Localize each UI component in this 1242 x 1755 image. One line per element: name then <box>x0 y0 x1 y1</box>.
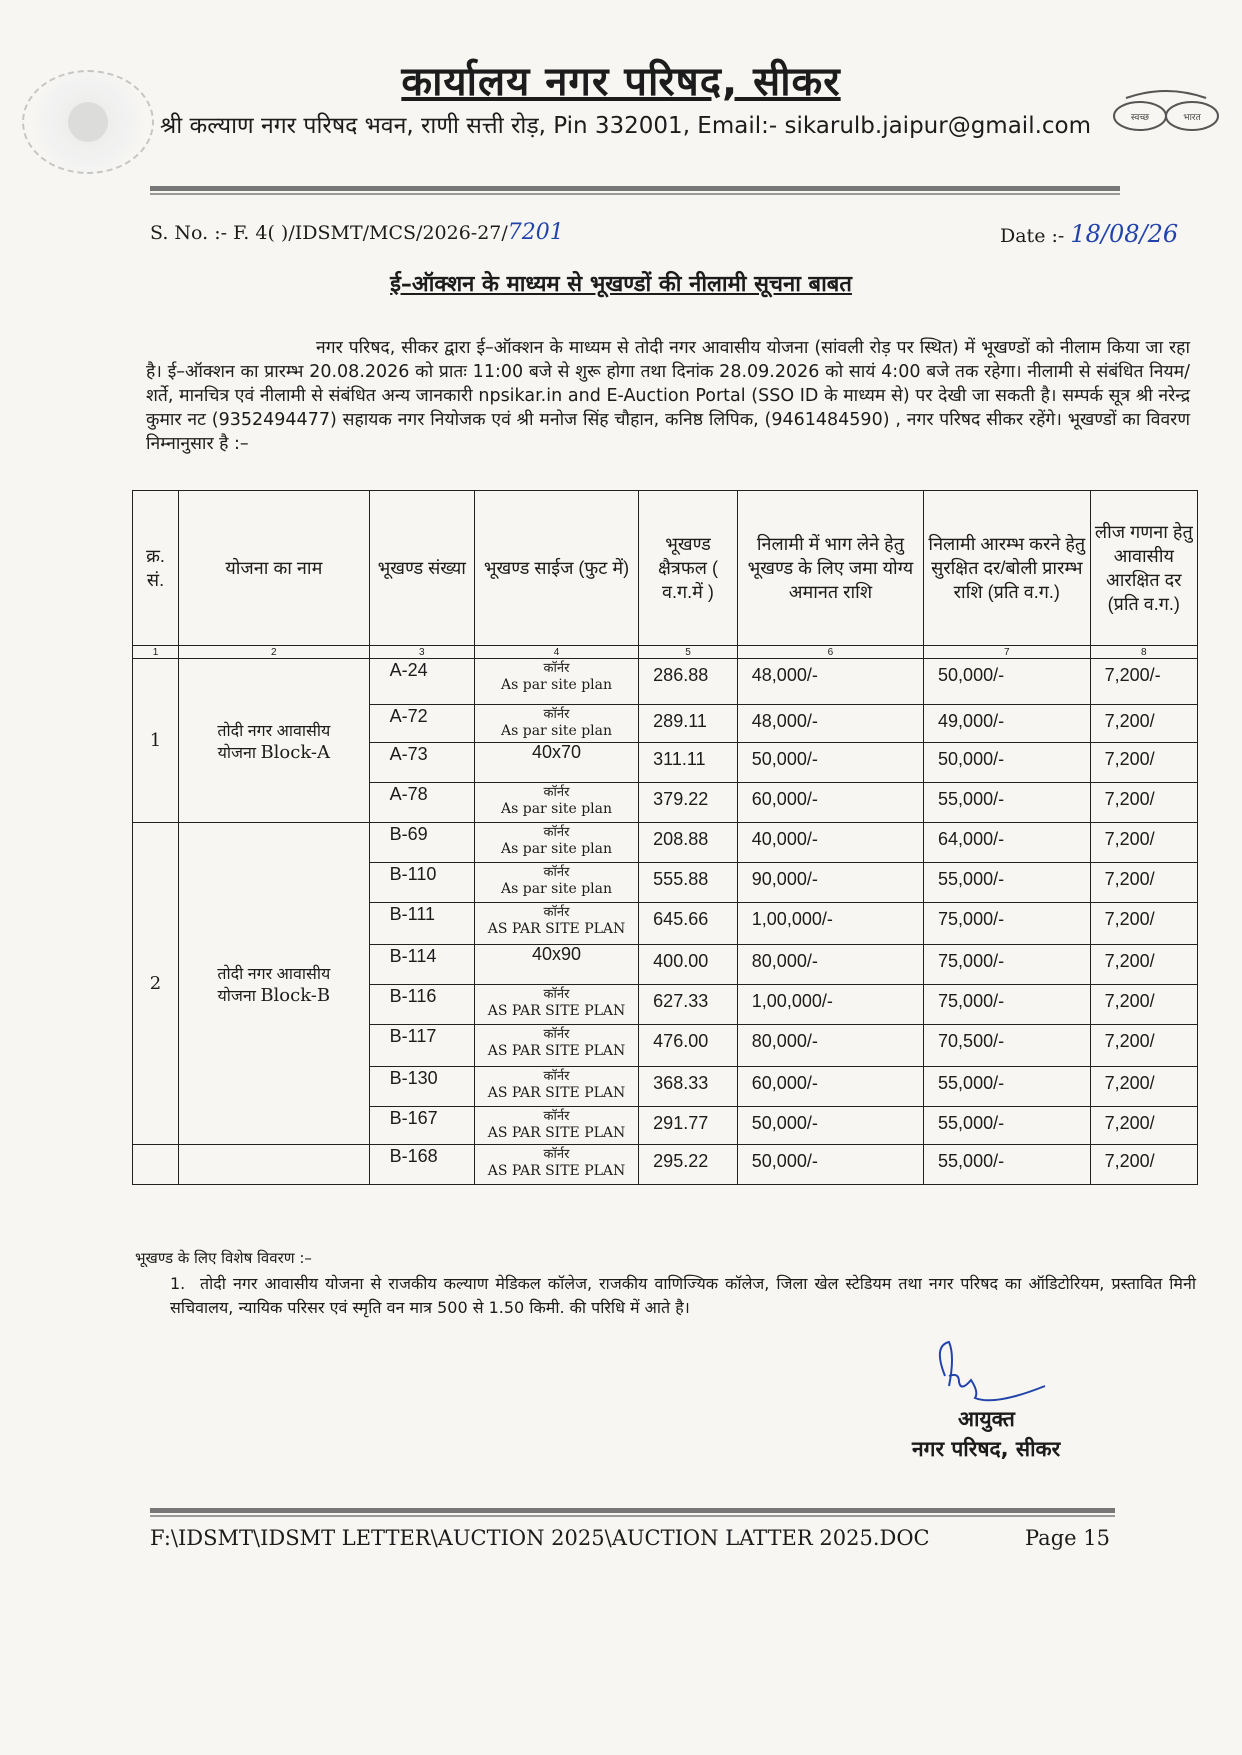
item-number: 1. <box>170 1274 186 1293</box>
reserve-price <box>924 1145 1091 1185</box>
plot-area <box>639 863 738 903</box>
corner-label: कॉर्नर <box>543 1069 570 1084</box>
sno-handwritten: 7201 <box>507 220 564 245</box>
plot-area <box>639 945 738 985</box>
corner-label: कॉर्नर <box>543 707 570 722</box>
plot-size <box>474 903 638 945</box>
lease-text: 7,200/ <box>1104 1031 1155 1051</box>
plot-area-text: 368.33 <box>653 1073 709 1093</box>
scheme-hi: तोदी नगर आवासीय <box>217 722 331 740</box>
plot-number <box>369 823 474 863</box>
col-number: 8 <box>1090 646 1197 659</box>
header-plot-number: भूखण्ड संख्या <box>369 491 474 646</box>
swachh-bharat-logo <box>1106 90 1226 138</box>
plot-size <box>474 863 638 903</box>
plot-number <box>369 1067 474 1107</box>
plot-area <box>639 783 738 823</box>
plot-size <box>474 705 638 743</box>
deposit-text: 60,000/- <box>751 1073 818 1093</box>
plot-size-text: AS PAR SITE PLAN <box>487 1003 626 1019</box>
plot-number <box>369 1025 474 1067</box>
lease-rate <box>1090 823 1197 863</box>
plot-size-text: 40x70 <box>531 742 582 762</box>
reserve-text: 50,000/- <box>938 749 1005 769</box>
header-rule-thin <box>150 193 1120 195</box>
lease-rate <box>1090 659 1197 705</box>
corner-label: कॉर्नर <box>543 1147 570 1162</box>
lease-rate <box>1090 743 1197 783</box>
signatory-office: नगर परिषद, सीकर <box>912 1437 1061 1461</box>
col-number: 3 <box>369 646 474 659</box>
deposit-text: 80,000/- <box>751 951 818 971</box>
plot-number <box>369 743 474 783</box>
header-sr: क्र. सं. <box>133 491 179 646</box>
header-scheme: योजना का नाम <box>179 491 370 646</box>
deposit-amount <box>737 743 923 783</box>
deposit-amount <box>737 705 923 743</box>
lease-rate <box>1090 1025 1197 1067</box>
plot-size <box>474 1067 638 1107</box>
lease-text: 7,200/- <box>1104 665 1161 685</box>
plot-area-text: 379.22 <box>653 789 709 809</box>
plot-area <box>639 1067 738 1107</box>
plot-area <box>639 705 738 743</box>
deposit-text: 1,00,000/- <box>751 991 833 1011</box>
plot-area-text: 291.77 <box>653 1113 709 1133</box>
plot-area-text: 208.88 <box>653 829 709 849</box>
plot-area-text: 289.11 <box>653 711 707 731</box>
reserve-text: 75,000/- <box>938 991 1005 1011</box>
footer-rule <box>150 1508 1115 1513</box>
col-number: 4 <box>474 646 638 659</box>
reserve-price <box>924 863 1091 903</box>
deposit-text: 90,000/- <box>751 869 818 889</box>
plot-area-text: 311.11 <box>653 749 706 769</box>
reserve-text: 64,000/- <box>938 829 1005 849</box>
reserve-price <box>924 705 1091 743</box>
plot-number-text: B-69 <box>389 824 428 844</box>
reserve-text: 55,000/- <box>938 789 1005 809</box>
reserve-price <box>924 1067 1091 1107</box>
serial-number: 2 <box>133 823 179 1145</box>
plot-number-text: B-111 <box>389 904 436 924</box>
letter-date <box>1000 220 1178 248</box>
plot-size <box>474 783 638 823</box>
plot-area-text: 286.88 <box>653 665 709 685</box>
corner-label: कॉर्नर <box>543 825 570 840</box>
lease-text: 7,200/ <box>1104 1073 1155 1093</box>
lease-rate <box>1090 1145 1197 1185</box>
lease-rate <box>1090 985 1197 1025</box>
plot-area <box>639 985 738 1025</box>
reserve-price <box>924 1107 1091 1145</box>
plot-area <box>639 743 738 783</box>
plot-size <box>474 985 638 1025</box>
plot-size-text: As par site plan <box>500 841 613 857</box>
deposit-text: 80,000/- <box>751 1031 818 1051</box>
plot-size-text: As par site plan <box>500 723 613 739</box>
deposit-text: 1,00,000/- <box>751 909 833 929</box>
deposit-amount <box>737 1067 923 1107</box>
plot-number-text: A-72 <box>389 706 428 726</box>
plot-size-text: AS PAR SITE PLAN <box>487 1043 626 1059</box>
corner-label: कॉर्नर <box>543 905 570 920</box>
header-rule <box>150 186 1120 191</box>
scheme-name <box>179 659 370 823</box>
plot-number-text: B-110 <box>389 864 437 884</box>
lease-text: 7,200/ <box>1104 789 1155 809</box>
plot-number <box>369 1145 474 1185</box>
plot-area <box>639 659 738 705</box>
date-handwritten: 18/08/26 <box>1070 220 1179 248</box>
plot-number-text: B-116 <box>389 986 437 1006</box>
corner-label: कॉर्नर <box>543 987 570 1002</box>
plot-area-text: 295.22 <box>653 1151 709 1171</box>
special-details-heading: भूखण्ड के लिए विशेष विवरण :– <box>135 1249 312 1267</box>
plot-number-text: A-24 <box>389 660 428 680</box>
plot-number <box>369 945 474 985</box>
col-number: 7 <box>924 646 1091 659</box>
deposit-text: 48,000/- <box>751 665 818 685</box>
reserve-text: 55,000/- <box>938 1073 1005 1093</box>
corner-label: कॉर्नर <box>543 1109 570 1124</box>
lease-rate <box>1090 783 1197 823</box>
reserve-price <box>924 659 1091 705</box>
plot-size-text: AS PAR SITE PLAN <box>487 1125 626 1141</box>
plot-number <box>369 985 474 1025</box>
deposit-text: 40,000/- <box>751 829 818 849</box>
deposit-amount <box>737 903 923 945</box>
deposit-amount <box>737 863 923 903</box>
lease-rate <box>1090 945 1197 985</box>
plot-size-text: AS PAR SITE PLAN <box>487 921 626 937</box>
reserve-text: 49,000/- <box>938 711 1005 731</box>
lease-text: 7,200/ <box>1104 829 1155 849</box>
header-plot-size: भूखण्ड साईज (फुट में) <box>474 491 638 646</box>
reserve-price <box>924 1025 1091 1067</box>
plot-size <box>474 1107 638 1145</box>
reserve-text: 75,000/- <box>938 909 1005 929</box>
col-number: 2 <box>179 646 370 659</box>
lease-text: 7,200/ <box>1104 749 1155 769</box>
plot-size <box>474 945 638 985</box>
deposit-amount <box>737 1107 923 1145</box>
deposit-amount <box>737 783 923 823</box>
col-number: 6 <box>737 646 923 659</box>
deposit-text: 48,000/- <box>751 711 818 731</box>
empty-cell <box>179 1145 370 1185</box>
deposit-amount <box>737 945 923 985</box>
scheme-block: Block-B <box>260 984 331 1006</box>
header-plot-area: भूखण्ड क्षैत्रफल ( व.ग.में ) <box>639 491 738 646</box>
reserve-text: 55,000/- <box>938 1151 1005 1171</box>
table-row <box>133 823 1198 863</box>
scheme-line2: योजना <box>217 744 256 762</box>
letter-number <box>150 220 564 245</box>
col-number: 1 <box>133 646 179 659</box>
deposit-text: 50,000/- <box>751 1113 818 1133</box>
plot-area-text: 476.00 <box>653 1031 709 1051</box>
corner-label: कॉर्नर <box>543 785 570 800</box>
plot-area <box>639 1107 738 1145</box>
col-number: 5 <box>639 646 738 659</box>
scheme-name <box>179 823 370 1145</box>
header-lease-rate: लीज गणना हेतु आवासीय आरक्षित दर (प्रति व.ग.) <box>1090 491 1197 646</box>
letter-subject: ई–ऑक्शन के माध्यम से भूखण्डों की नीलामी सूचना बाबत <box>390 272 852 297</box>
plot-area <box>639 903 738 945</box>
reserve-price <box>924 743 1091 783</box>
lease-text: 7,200/ <box>1104 1151 1155 1171</box>
lease-text: 7,200/ <box>1104 869 1155 889</box>
reserve-price <box>924 903 1091 945</box>
plot-number-text: B-114 <box>389 946 437 966</box>
scheme-block: Block-A <box>260 741 331 763</box>
table-row <box>133 1145 1198 1185</box>
deposit-amount <box>737 1025 923 1067</box>
table-row <box>133 659 1198 705</box>
lease-rate <box>1090 1107 1197 1145</box>
letter-body: नगर परिषद, सीकर द्वारा ई–ऑक्शन के माध्यम से तोदी नगर आवासीय योजना (सांवली रोड़ पर स्थित) में भूखण्डों को नीलाम किया जा रहा है। ई–ऑक्शन का प्रारम्भ 20.08.2026 को प्रातः 11:00 बजे से शुरू होगा तथा दिनांक 28.09.2026 को सायं 4:00 बजे तक रहेगा। नीलामी से संबंधित नियम/शर्ते, मानचित्र एवं नीलामी से संबंधित अन्य जानकारी npsikar.in and E-Auction Portal (SSO ID के माध्यम से) पर देखी जा सकती है। सम्पर्क सूत्र श्री नरेन्द्र कुमार नट (9352494477) सहायक नगर नियोजक एवं श्री मनोज सिंह चौहान, कनिष्ठ लिपिक, (9461484590) , नगर परिषद सीकर रहेंगे। भूखण्डों का विवरण निम्नानुसार है :– <box>146 338 1190 454</box>
reserve-price <box>924 985 1091 1025</box>
plot-area <box>639 1145 738 1185</box>
plot-size <box>474 1025 638 1067</box>
sno-prefix: S. No. :- F. 4( )/IDSMT/MCS/2026-27/ <box>150 222 508 244</box>
reserve-price <box>924 945 1091 985</box>
plot-area-text: 645.66 <box>653 909 709 929</box>
document-path: F:\IDSMT\IDSMT LETTER\AUCTION 2025\AUCTION LATTER 2025.DOC <box>150 1526 930 1550</box>
plot-size-text: As par site plan <box>500 881 613 897</box>
plot-size-text: As par site plan <box>500 801 613 817</box>
plot-number <box>369 705 474 743</box>
deposit-text: 60,000/- <box>751 789 818 809</box>
plot-size <box>474 1145 638 1185</box>
corner-label: कॉर्नर <box>543 1027 570 1042</box>
signatory-title: आयुक्त <box>958 1407 1015 1431</box>
reserve-text: 75,000/- <box>938 951 1005 971</box>
empty-cell <box>133 1145 179 1185</box>
reserve-text: 55,000/- <box>938 869 1005 889</box>
header-deposit: निलामी में भाग लेने हेतु भूखण्ड के लिए जमा योग्य अमानत राशि <box>737 491 923 646</box>
plot-size-text: AS PAR SITE PLAN <box>487 1163 626 1179</box>
plot-area-text: 627.33 <box>653 991 709 1011</box>
lease-text: 7,200/ <box>1104 1113 1155 1133</box>
plot-size-text: 40x90 <box>531 944 582 964</box>
plot-number <box>369 659 474 705</box>
reserve-text: 70,500/- <box>938 1031 1005 1051</box>
lease-text: 7,200/ <box>1104 951 1155 971</box>
logo-text-1: स्वच्छ <box>1130 113 1150 123</box>
serial-number: 1 <box>133 659 179 823</box>
date-prefix: Date :- <box>1000 225 1071 247</box>
plot-size <box>474 823 638 863</box>
plot-number <box>369 903 474 945</box>
lease-rate <box>1090 863 1197 903</box>
reserve-price <box>924 783 1091 823</box>
scheme-line2: योजना <box>217 987 256 1005</box>
lease-rate <box>1090 705 1197 743</box>
office-title: कार्यालय नगर परिषद, सीकर <box>401 59 841 105</box>
reserve-text: 55,000/- <box>938 1113 1005 1133</box>
plot-number <box>369 863 474 903</box>
lease-text: 7,200/ <box>1104 991 1155 1011</box>
plot-size <box>474 743 638 783</box>
plot-number-text: A-73 <box>389 744 428 764</box>
plot-area <box>639 823 738 863</box>
page-number: Page 15 <box>1025 1526 1110 1550</box>
plot-size <box>474 659 638 705</box>
deposit-text: 50,000/- <box>751 1151 818 1171</box>
deposit-text: 50,000/- <box>751 749 818 769</box>
footer-rule-thin <box>150 1515 1115 1517</box>
scheme-hi: तोदी नगर आवासीय <box>217 965 331 983</box>
corner-label: कॉर्नर <box>543 661 570 676</box>
lease-rate <box>1090 903 1197 945</box>
deposit-amount <box>737 985 923 1025</box>
lease-text: 7,200/ <box>1104 711 1155 731</box>
reserve-text: 50,000/- <box>938 665 1005 685</box>
logo-text-2: भारत <box>1183 113 1201 123</box>
header-reserve-price: निलामी आरम्भ करने हेतु सुरक्षित दर/बोली प्रारम्भ राशि (प्रति व.ग.) <box>924 491 1091 646</box>
plot-number-text: B-167 <box>389 1108 438 1128</box>
plot-size-text: As par site plan <box>500 677 613 693</box>
plot-number-text: A-78 <box>389 784 428 804</box>
office-address: श्री कल्याण नगर परिषद भवन, राणी सत्ती रोड़, Pin 332001, Email:- sikarulb.jaipur@gmail.com <box>160 113 1092 139</box>
lease-rate <box>1090 1067 1197 1107</box>
plot-area <box>639 1025 738 1067</box>
plot-number <box>369 1107 474 1145</box>
reserve-price <box>924 823 1091 863</box>
plot-area-text: 400.00 <box>653 951 709 971</box>
deposit-amount <box>737 659 923 705</box>
plot-size-text: AS PAR SITE PLAN <box>487 1085 626 1101</box>
plot-area-text: 555.88 <box>653 869 709 889</box>
plot-number-text: B-130 <box>389 1068 438 1088</box>
plot-number <box>369 783 474 823</box>
item-text: तोदी नगर आवासीय योजना से राजकीय कल्याण मेडिकल कॉलेज, राजकीय वाणिज्यिक कॉलेज, जिला खेल स्टेडियम तथा नगर परिषद का ऑडिटोरियम, प्रस्तावित मिनी सचिवालय, न्यायिक परिसर एवं स्मृति वन मात्र 500 से 1.50 किमी. की परिधि में आते है। <box>170 1274 1196 1317</box>
special-details-item <box>170 1272 1196 1320</box>
plot-auction-table <box>132 490 1198 1185</box>
deposit-amount <box>737 1145 923 1185</box>
plot-number-text: B-168 <box>389 1146 438 1166</box>
deposit-amount <box>737 823 923 863</box>
lease-text: 7,200/ <box>1104 909 1155 929</box>
corner-label: कॉर्नर <box>543 865 570 880</box>
handwritten-signature <box>935 1336 1085 1416</box>
plot-number-text: B-117 <box>389 1026 437 1046</box>
